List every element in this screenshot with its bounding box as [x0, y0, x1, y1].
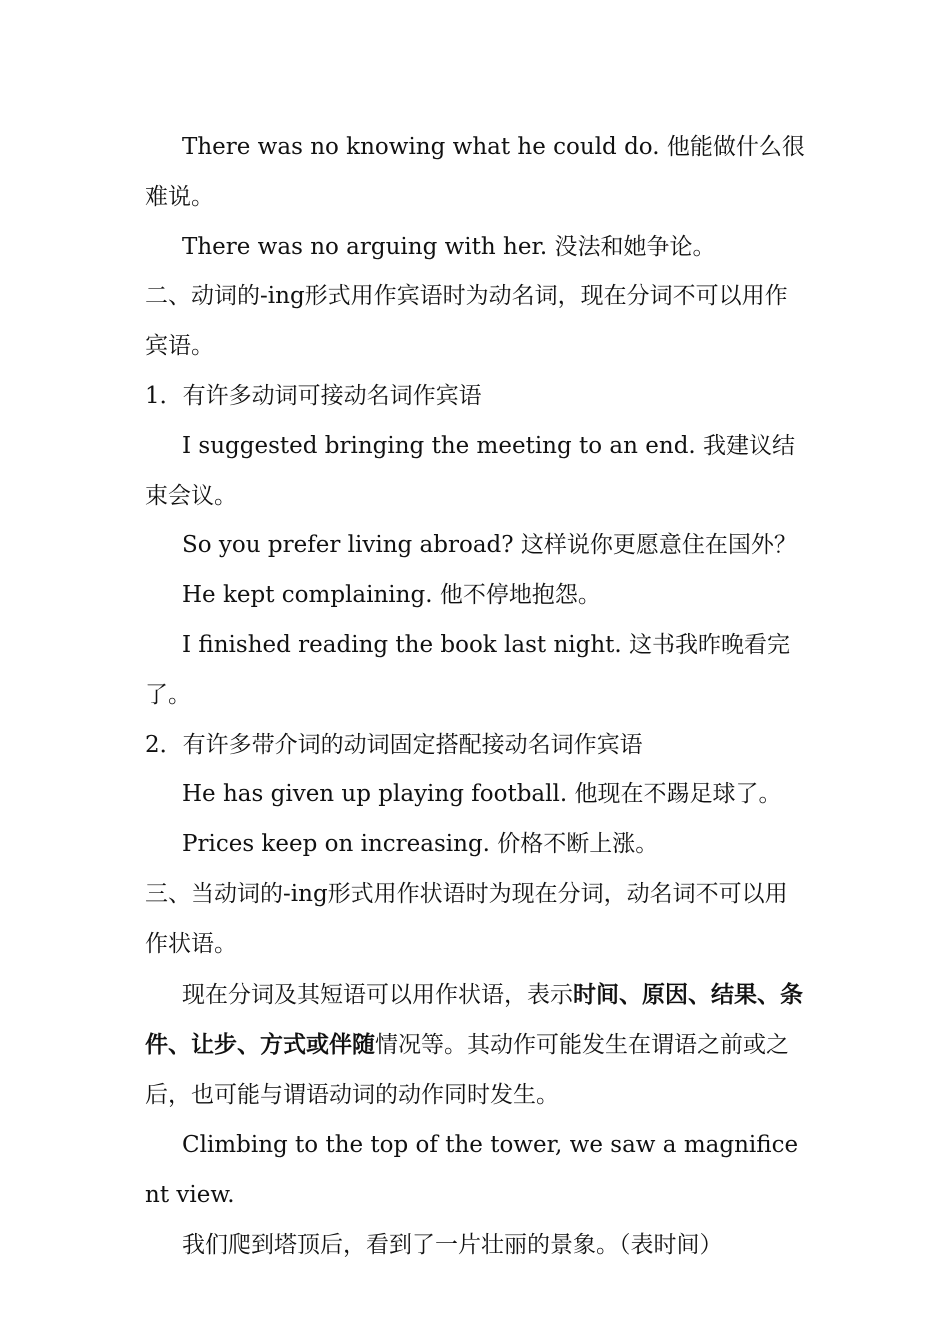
example-sentence: So you prefer living abroad? 这样说你更愿意住在国外？ — [182, 532, 797, 559]
example-translation: 我们爬到塔顶后，看到了一片壮丽的景象。（表时间） — [182, 1231, 723, 1258]
explanation-paragraph — [145, 970, 810, 1121]
explanation-text: 现在分词及其短语可以用作状语，表示 — [182, 981, 573, 1008]
example-sentence: Prices keep on increasing. 价格不断上涨。 — [182, 831, 659, 858]
example-sentence: He kept complaining. 他不停地抱怨。 — [182, 582, 601, 609]
explanation-bold-text: 时间、原因、结果、条件、让步、方式或伴随 — [145, 980, 803, 1059]
example-sentence: There was no arguing with her. 没法和她争论。 — [182, 233, 716, 260]
subsection-heading: 1．有许多动词可接动名词作宾语 — [145, 382, 482, 409]
subsection-heading: 2．有许多带介词的动词固定搭配接动名词作宾语 — [145, 731, 643, 758]
section-heading: 三、当动词的-ing形式用作状语时为现在分词，动名词不可以用作状语。 — [145, 880, 788, 957]
document-page — [145, 123, 810, 1270]
example-sentence: I suggested bringing the meeting to an end. 我建议结束会议。 — [145, 432, 796, 509]
section-heading: 二、动词的-ing形式用作宾语时为动名词，现在分词不可以用作宾语。 — [145, 283, 788, 360]
explanation-text: 情况等。其动作可能发生在谓语之前或之后，也可能与谓语动词的动作同时发生。 — [145, 1032, 789, 1109]
example-sentence: He has given up playing football. 他现在不踢足球了。 — [182, 781, 782, 808]
example-sentence: There was no knowing what he could do. 他能做什么很难说。 — [145, 134, 805, 210]
example-sentence: Climbing to the top of the tower, we saw a magnificent view. — [145, 1131, 799, 1208]
example-sentence: I finished reading the book last night. 这书我昨晚看完了。 — [145, 631, 791, 708]
